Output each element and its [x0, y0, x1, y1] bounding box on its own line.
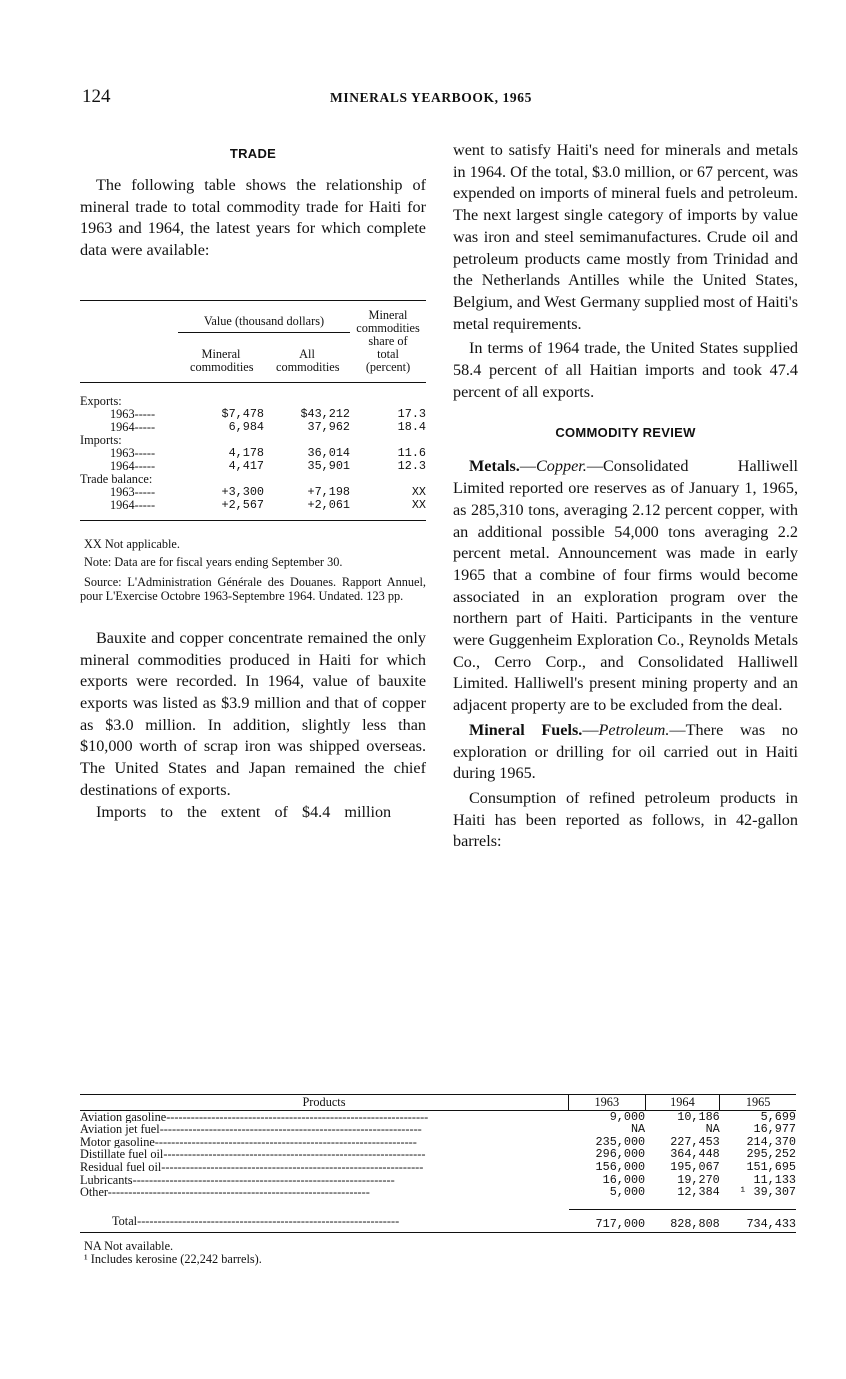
- table-row: Aviation jet fuel---------------------------------------------------------------- NA NA 16,977: [80, 1122, 796, 1137]
- table-row: 1963----- 4,178 36,014 11.6: [110, 445, 426, 460]
- right-column: [453, 140, 798, 853]
- table-row: Lubricants---------------------------------------------------------------- 16,000 19,270 11,133: [80, 1172, 796, 1187]
- header-products: Products: [302, 1095, 346, 1109]
- group-label: Trade balance:: [80, 471, 153, 486]
- table-row: 1963----- +3,300 +7,198 XX: [110, 484, 426, 499]
- trade-table-body: [80, 382, 426, 520]
- fuels-label: Mineral Fuels.: [469, 720, 583, 739]
- table-row: 1963----- $7,478 $43,212 17.3: [110, 406, 426, 421]
- page-number: 124: [82, 86, 111, 107]
- group-label: Imports:: [80, 432, 122, 447]
- footnote-kerosine: ¹ Includes kerosine (22,242 barrels).: [84, 1251, 262, 1266]
- table-row: 1964----- +2,567 +2,061 XX: [80, 499, 426, 521]
- metals-label: Metals.: [469, 457, 520, 476]
- products-table: [80, 1094, 796, 1233]
- table-source: Source: L'Administration Générale des Douanes. Rapport Annuel, pour L'Exercise Octobre 1963-Septembre 1964. Undated. 123 pp.: [80, 574, 426, 603]
- note-not-applicable: XX Not applicable.: [84, 536, 180, 551]
- consumption-paragraph: Consumption of refined petroleum products in Haiti has been reported as follows, in 42-gallon barrels:: [453, 788, 798, 851]
- table-row-total: Total---------------------------------------------------------------- 717,000 828,808 734,433: [80, 1209, 796, 1232]
- imports-paragraph-cont: went to satisfy Haiti's need for minerals and metals in 1964. Of the total, $3.0 million, or 67 percent, was expended on imports of mineral fuels and petroleum. The next largest single category of imports by value was iron and steel semimanufactures. Crude oil and petroleum products came mostly from Trinidad and the Netherlands Antilles while the United States, Belgium, and West Germany supplied most of Haiti's metal requirements.: [453, 141, 798, 333]
- note-not-available: NA Not available.: [84, 1238, 174, 1253]
- trade-heading: TRADE: [229, 146, 277, 161]
- table-row: Distillate fuel oil---------------------------------------------------------------- 296,000 364,448 295,252: [80, 1147, 796, 1162]
- trade-1964-paragraph: In terms of 1964 trade, the United States supplied 58.4 percent of all Haitian imports and took 47.4 percent of all exports.: [453, 339, 798, 401]
- table-row: 1964----- 4,417 35,901 12.3: [110, 458, 426, 473]
- exports-paragraph: Bauxite and copper concentrate remained the only mineral commodities produced in Haiti for which exports were recorded. In 1964, value of bauxite exports was listed as $3.9 million and that of copper as $3.0 million. In addition, slightly less than $10,000 worth of scrap iron was shipped overseas. The United States and Japan remained the chief destinations of exports.: [80, 628, 426, 799]
- table-row: Motor gasoline---------------------------------------------------------------- 235,000 227,453 214,370: [80, 1134, 796, 1149]
- trade-intro: The following table shows the relationship of mineral trade to total commodity trade for Haiti for 1963 and 1964, the latest years for which complete data were available:: [80, 176, 426, 260]
- header-all: All commodities: [276, 346, 340, 374]
- header-1963: 1963: [569, 1095, 646, 1111]
- petroleum-label: Petroleum.: [598, 720, 670, 739]
- table-row: Aviation gasoline---------------------------------------------------------------- 9,000 10,186 5,699: [80, 1109, 796, 1124]
- header-value: Value (thousand dollars): [178, 300, 350, 332]
- group-label: Exports:: [80, 393, 122, 408]
- trade-table: [80, 300, 426, 521]
- table-row: Other---------------------------------------------------------------- 5,000 12,384 ¹ 39,307: [80, 1186, 796, 1209]
- header-1965: 1965: [720, 1095, 796, 1111]
- left-column: [80, 140, 426, 824]
- table-row: Residual fuel oil---------------------------------------------------------------- 156,000 195,067 151,695: [80, 1159, 796, 1174]
- table-row: 1964----- 6,984 37,962 18.4: [110, 419, 426, 434]
- commodity-review-heading: COMMODITY REVIEW: [555, 425, 696, 441]
- running-head: MINERALS YEARBOOK, 1965: [330, 90, 532, 105]
- note-fiscal: Note: Data are for fiscal years ending September 30.: [84, 554, 343, 569]
- header-share: Mineral commodities share of total (percent): [356, 307, 420, 374]
- fuels-paragraph: Mineral Fuels.—Petroleum.—There was no exploration or drilling for oil carried out in Haiti during 1965.: [453, 720, 798, 783]
- imports-paragraph-start: Imports to the extent of $4.4 million: [96, 803, 392, 822]
- header-mineral: Mineral commodities: [190, 346, 254, 374]
- products-table-wrap: [80, 1094, 796, 1266]
- metals-paragraph: Metals.—Copper.—Consolidated Halliwell Limited reported ore reserves as of January 1, 1965, as 285,310 tons, averaging 2.12 percent copper, with an additional possible 54,000 tons averaging 2.2 percent metal. Announcement was made in early 1965 that a combine of four firms would become associated in an exploration program over the northern part of Haiti. Participants in the venture were Guggenheim Exploration Co., Reynolds Metals Co., Cerro Corp., and Consolidated Halliwell Limited. Halliwell's present mining property and an adjacent property are to be excluded from the deal.: [453, 457, 798, 715]
- header-1964: 1964: [645, 1095, 720, 1111]
- copper-label: Copper.: [535, 457, 587, 476]
